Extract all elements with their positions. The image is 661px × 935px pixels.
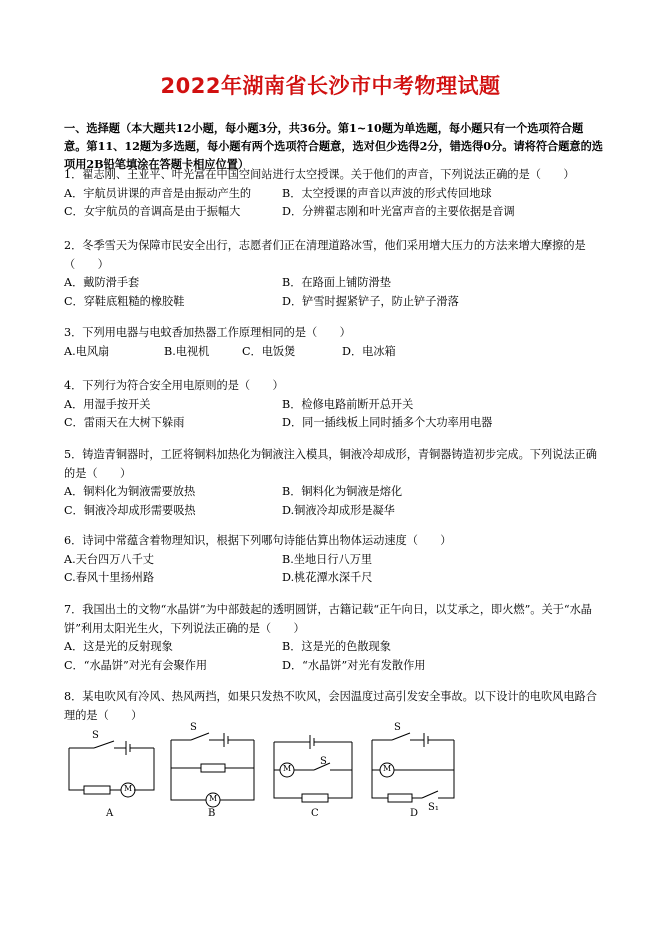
choice-d-label: D xyxy=(410,808,419,819)
question-stem: 2．冬季雪天为保障市民安全出行，志愿者们正在清理道路冰雪，他们采用增大压力的方法来增大摩擦的是（ ） xyxy=(64,239,586,271)
question-stem: 5．铸造青铜器时，工匠将铜料加热化为铜液注入模具，铜液冷却成形，青铜器铸造初步完成。下列说法正确的是（ ） xyxy=(64,448,597,480)
motor-label: M xyxy=(124,784,133,793)
question-7 xyxy=(64,601,604,675)
choice-c-label: C xyxy=(311,808,319,819)
switch1-label: S₁ xyxy=(428,802,439,813)
switch-label: S xyxy=(320,756,327,767)
option-b: B．铜料化为铜液是熔化 xyxy=(282,485,403,498)
option-c: C.春风十里扬州路 xyxy=(64,571,155,584)
question-stem: 4．下列行为符合安全用电原则的是（ ） xyxy=(64,379,284,392)
option-a: A．这是光的反射现象 xyxy=(64,640,173,653)
option-a: A．戴防滑手套 xyxy=(64,276,140,289)
switch-label: S xyxy=(190,722,197,733)
option-c: C．雷雨天在大树下躲雨 xyxy=(64,416,185,429)
question-6 xyxy=(64,532,604,588)
question-8 xyxy=(64,688,604,725)
question-2 xyxy=(64,237,604,311)
option-d: D．“水晶饼”对光有发散作用 xyxy=(282,658,426,672)
option-c: C．“水晶饼”对光有会聚作用 xyxy=(64,658,208,672)
option-d: D．铲雪时握紧铲子，防止铲子滑落 xyxy=(282,294,459,308)
choice-b-label: B xyxy=(208,808,216,819)
circuit-diagrams xyxy=(64,722,464,828)
question-stem: 7．我国出土的文物“水晶饼”为中部鼓起的透明圆饼，古籍记载“正午向日，以艾承之，即火燃”。关于“水晶饼”利用太阳光生火，下列说法正确的是（ ） xyxy=(64,603,592,635)
option-d: D．电冰箱 xyxy=(342,344,396,358)
section-heading: 一、选择题（本大题共12小题，每小题3分，共36分。第1~10题为单选题，每小题只有一个选项符合题意。第11、12题为多选题，每小题有两个选项符合题意，选对但少选得2分，错选得0分。请将符合题意的选项用2B铅笔填涂在答题卡相应位置） xyxy=(64,121,603,171)
option-a: A.天台四万八千丈 xyxy=(64,552,154,566)
option-b: B.电视机 xyxy=(164,344,210,358)
question-stem: 6．诗词中常蕴含着物理知识，根据下列哪句诗能估算出物体运动速度（ ） xyxy=(64,534,452,547)
option-b: B．在路面上铺防滑垫 xyxy=(282,276,391,289)
option-b: B．检修电路前断开总开关 xyxy=(282,397,414,411)
motor-label: M xyxy=(383,764,392,773)
question-stem: 1．翟志刚、王亚平、叶光富在中国空间站进行太空授课。关于他们的声音，下列说法正确的是（ ） xyxy=(64,168,575,181)
option-d: D．分辨翟志刚和叶光富声音的主要依据是音调 xyxy=(282,205,515,218)
option-a: A.电风扇 xyxy=(64,344,110,358)
question-stem: 3．下列用电器与电蚊香加热器工作原理相同的是（ ） xyxy=(64,326,351,339)
option-a: A．用湿手按开关 xyxy=(64,397,151,411)
choice-a-label: A xyxy=(106,808,114,819)
option-c: C．铜液冷却成形需要吸热 xyxy=(64,503,196,517)
option-a: A．宇航员讲课的声音是由振动产生的 xyxy=(64,186,252,200)
option-c: C．穿鞋底粗糙的橡胶鞋 xyxy=(64,294,185,308)
option-c: C．电饭煲 xyxy=(242,344,296,358)
option-d: D.铜液冷却成形是凝华 xyxy=(282,503,395,517)
circuit-a xyxy=(69,741,154,797)
motor-label: M xyxy=(283,764,292,773)
option-d: D.桃花潭水深千尺 xyxy=(282,571,373,584)
question-5 xyxy=(64,446,604,520)
circuit-diagrams-svg xyxy=(64,728,464,828)
option-a: A．铜料化为铜液需要放热 xyxy=(64,485,196,498)
option-c: C．女宇航员的音调高是由于振幅大 xyxy=(64,205,241,218)
question-1 xyxy=(64,166,604,222)
option-b: B．太空授课的声音以声波的形式传回地球 xyxy=(282,186,492,200)
option-b: B.坐地日行八万里 xyxy=(282,552,373,566)
page-title: 2022年湖南省长沙市中考物理试题 xyxy=(160,74,501,98)
motor-label: M xyxy=(209,794,218,803)
option-d: D．同一插线板上同时插多个大功率用电器 xyxy=(282,416,493,429)
question-4 xyxy=(64,377,604,433)
question-3 xyxy=(64,324,604,361)
question-stem: 8．某电吹风有冷风、热风两挡，如果只发热不吹风，会因温度过高引发安全事故。以下设计的电吹风电路合理的是（ ） xyxy=(64,690,597,722)
option-b: B．这是光的色散现象 xyxy=(282,640,391,653)
switch-label: S xyxy=(92,730,99,741)
switch-label: S xyxy=(394,722,401,733)
